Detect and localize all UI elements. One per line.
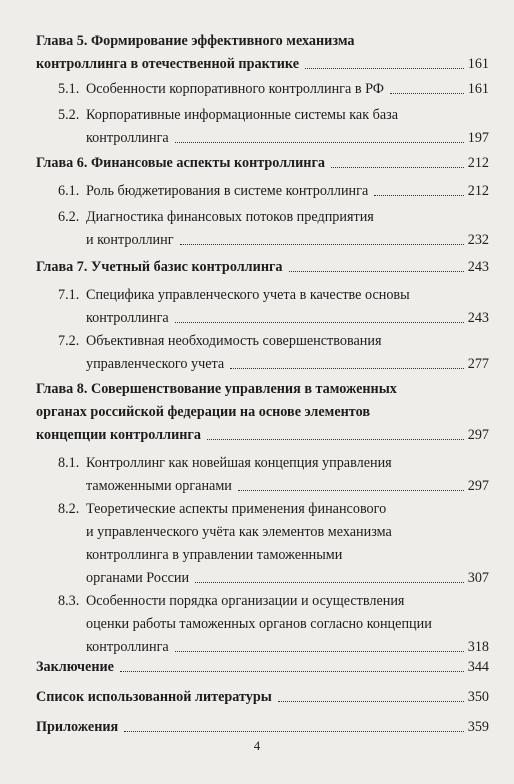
page-number: 4 <box>253 738 261 753</box>
entry-title-line: оценки работы таможенных органов согласно концепции <box>86 616 432 632</box>
section-number: 8.1. <box>58 455 80 471</box>
entry-title-line: Особенности порядка организации и осуществления <box>86 593 405 609</box>
entry-title-line: Заключение <box>36 659 114 675</box>
dot-leader <box>175 322 464 323</box>
entry-title-line: таможенными органами <box>86 478 232 494</box>
section-number: 7.1. <box>58 287 80 303</box>
entry-title-line: контроллинга <box>86 130 169 146</box>
page-reference: 212 <box>467 155 489 171</box>
page-reference: 318 <box>467 639 489 655</box>
entry-title-line: концепции контроллинга <box>36 427 201 443</box>
dot-leader <box>305 68 464 69</box>
dot-leader <box>195 582 464 583</box>
section-number: 5.1. <box>58 81 80 97</box>
dot-leader <box>230 368 464 369</box>
dot-leader <box>120 671 464 672</box>
dot-leader <box>238 490 464 491</box>
section-number: 6.2. <box>58 209 80 225</box>
page-reference: 350 <box>467 689 489 705</box>
page-reference: 359 <box>467 719 489 735</box>
entry-title-line: управленческого учета <box>86 356 225 372</box>
entry-title-line: Приложения <box>36 719 119 735</box>
page-reference: 297 <box>467 427 489 443</box>
dot-leader <box>175 651 464 652</box>
entry-title-line: органах российской федерации на основе элементов <box>36 404 370 420</box>
page-reference: 243 <box>467 310 489 326</box>
page-reference: 232 <box>467 232 489 248</box>
section-number: 7.2. <box>58 333 80 349</box>
section-number: 5.2. <box>58 107 80 123</box>
dot-leader <box>289 271 464 272</box>
section-number: 8.3. <box>58 593 80 609</box>
page-reference: 297 <box>467 478 489 494</box>
dot-leader <box>180 244 464 245</box>
entry-title-line: контроллинга <box>86 639 169 655</box>
dot-leader <box>374 195 463 196</box>
page-reference: 307 <box>467 570 489 586</box>
entry-title-line: Роль бюджетирования в системе контроллинга <box>86 183 369 199</box>
dot-leader <box>175 142 464 143</box>
entry-title-line: Глава 7. Учетный базис контроллинга <box>36 259 283 275</box>
entry-title-line: Корпоративные информационные системы как база <box>86 107 399 123</box>
page-reference: 243 <box>467 259 489 275</box>
entry-title-line: Специфика управленческого учета в качестве основы <box>86 287 410 303</box>
section-number: 6.1. <box>58 183 80 199</box>
page-reference: 212 <box>467 183 489 199</box>
entry-title-line: и управленческого учёта как элементов механизма <box>86 524 392 540</box>
dot-leader <box>278 701 464 702</box>
dot-leader <box>331 167 464 168</box>
dot-leader <box>390 93 464 94</box>
entry-title-line: Глава 8. Совершенствование управления в таможенных <box>36 381 397 397</box>
section-number: 8.2. <box>58 501 80 517</box>
entry-title-line: Диагностика финансовых потоков предприятия <box>86 209 374 225</box>
page-reference: 197 <box>467 130 489 146</box>
entry-title-line: Объективная необходимость совершенствования <box>86 333 382 349</box>
entry-title-line: и контроллинг <box>86 232 174 248</box>
entry-title-line: Контроллинг как новейшая концепция управления <box>86 455 392 471</box>
entry-title-line: органами России <box>86 570 190 586</box>
page-reference: 161 <box>467 81 489 97</box>
entry-title-line: контроллинга в управлении таможенными <box>86 547 343 563</box>
entry-title-line: Теоретические аспекты применения финансового <box>86 501 387 517</box>
dot-leader <box>124 731 463 732</box>
entry-title-line: Особенности корпоративного контроллинга в РФ <box>86 81 384 97</box>
entry-title-line: контроллинга в отечественной практике <box>36 56 300 72</box>
page-reference: 344 <box>467 659 489 675</box>
page-reference: 277 <box>467 356 489 372</box>
entry-title-line: Глава 6. Финансовые аспекты контроллинга <box>36 155 326 171</box>
page-reference: 161 <box>467 56 489 72</box>
dot-leader <box>207 439 464 440</box>
entry-title-line: Глава 5. Формирование эффективного механизма <box>36 33 355 49</box>
entry-title-line: Список использованной литературы <box>36 689 272 705</box>
entry-title-line: контроллинга <box>86 310 169 326</box>
